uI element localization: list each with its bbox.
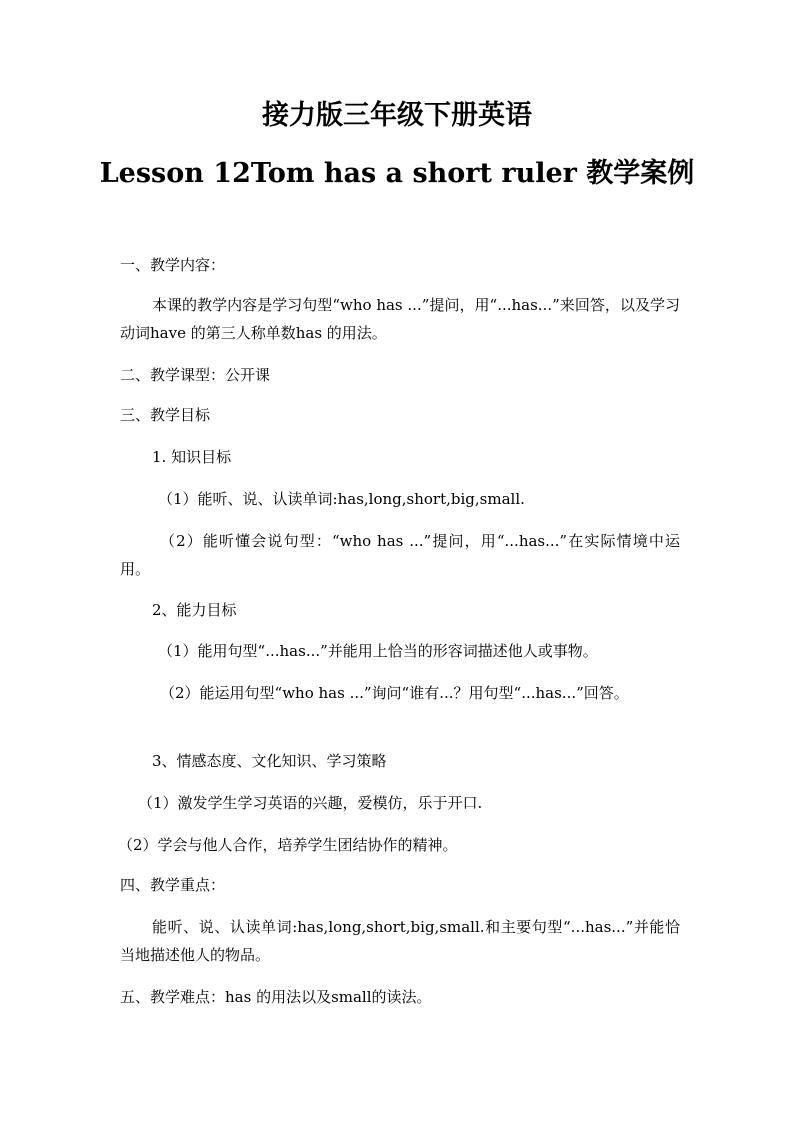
ability-goal-1: （1）能用句型“...has...”并能用上恰当的形容词描述他人或事物。 [158, 642, 598, 660]
section-4-heading: 四、教学重点： [120, 876, 226, 894]
ability-goal-heading: 2、能力目标 [152, 601, 237, 619]
section-5-heading: 五、教学难点：has 的用法以及small的读法。 [120, 988, 432, 1006]
knowledge-goal-heading: 1. 知识目标 [152, 448, 232, 466]
section-1-body: 本课的教学内容是学习句型“who has ...”提问，用“...has...”来回答，以及学习动词have 的第三人称单数has 的用法。 [120, 296, 680, 342]
emotion-goal-heading: 3、情感态度、文化知识、学习策略 [152, 752, 387, 770]
ability-goal-2: （2）能运用句型“who has ...”询问“谁有...？用句型“...has...”回答。 [160, 684, 629, 702]
section-1-heading: 一、教学内容： [120, 256, 226, 274]
document-subtitle: Lesson 12Tom has a short ruler 教学案例 [99, 158, 695, 189]
section-3-heading: 三、教学目标 [120, 406, 211, 424]
emotion-goal-1: （1）激发学生学习英语的兴趣，爱模仿，乐于开口. [138, 794, 483, 812]
knowledge-goal-1: （1）能听、说、认读单词:has,long,short,big,small. [158, 490, 525, 508]
knowledge-goal-2: （2）能听懂会说句型：“who has ...”提问，用“...has...”在实际情境中运用。 [120, 532, 680, 578]
section-2-heading: 二、教学课型：公开课 [120, 366, 271, 384]
emotion-goal-2: （2）学会与他人合作，培养学生团结协作的精神。 [118, 836, 458, 854]
section-4-body: 能听、说、认读单词:has,long,short,big,small.和主要句型“...has...”并能恰当地描述他人的物品。 [120, 918, 680, 964]
document-title: 接力版三年级下册英语 [262, 100, 532, 131]
